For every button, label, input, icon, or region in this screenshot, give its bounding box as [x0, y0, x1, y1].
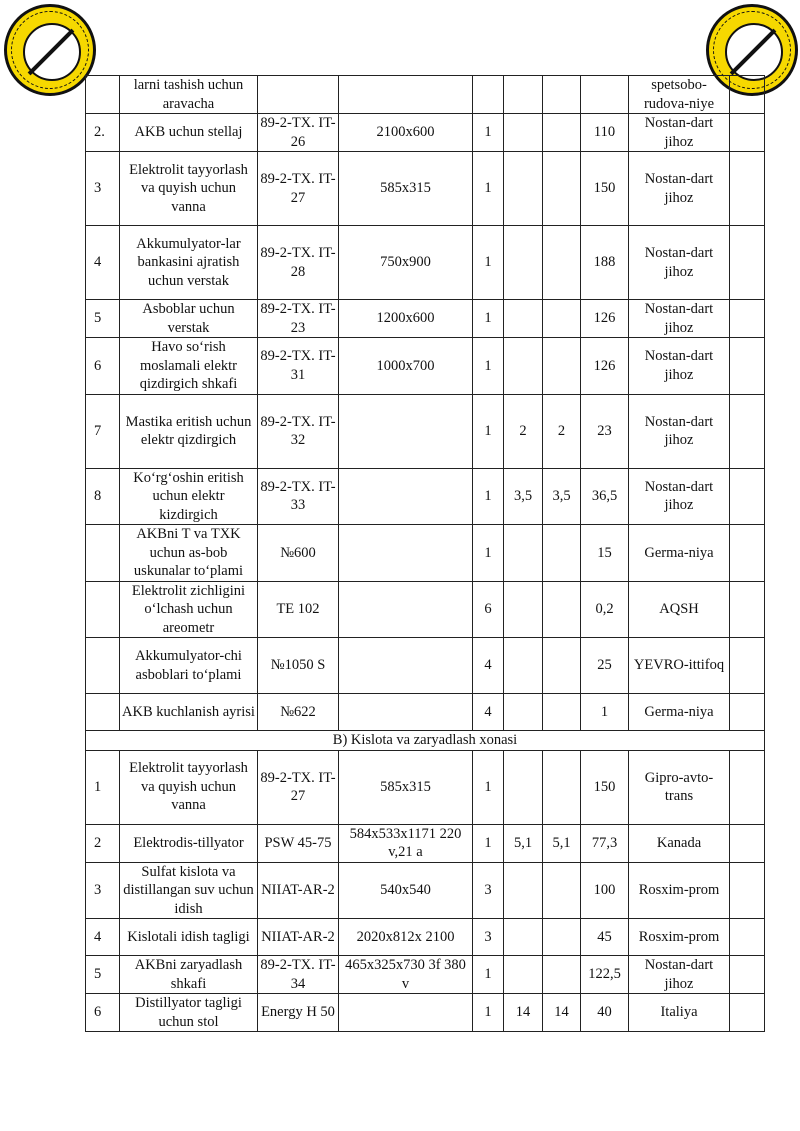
cell-no — [86, 694, 120, 731]
cell-p1 — [504, 525, 543, 582]
table-row — [86, 226, 765, 300]
cell-no — [86, 76, 120, 114]
cell-name: AKBni T va TXK uchun as-bob uskunalar to‘plami — [120, 525, 258, 582]
table-row — [86, 956, 765, 994]
cell-extra — [730, 468, 765, 525]
cell-qty: 3 — [473, 862, 504, 919]
cell-size — [339, 76, 473, 114]
cell-p1 — [504, 226, 543, 300]
table-body-section-a — [86, 76, 765, 731]
cell-p2 — [543, 338, 581, 395]
table-row — [86, 338, 765, 395]
cell-p2 — [543, 114, 581, 152]
table-row — [86, 581, 765, 638]
cell-qty: 6 — [473, 581, 504, 638]
cell-w: 15 — [581, 525, 629, 582]
cell-p1 — [504, 956, 543, 994]
cell-size: 585x315 — [339, 750, 473, 824]
cell-p2: 5,1 — [543, 824, 581, 862]
cell-w: 25 — [581, 638, 629, 694]
table-row — [86, 919, 765, 956]
cell-code: 89-2-TX. IT-34 — [258, 956, 339, 994]
cell-size: 1000x700 — [339, 338, 473, 395]
cell-code: 89-2-TX. IT-27 — [258, 750, 339, 824]
cell-no: 8 — [86, 468, 120, 525]
cell-no: 4 — [86, 226, 120, 300]
cell-extra — [730, 226, 765, 300]
cell-w: 126 — [581, 300, 629, 338]
cell-extra — [730, 994, 765, 1032]
cell-src: Nostan-dart jihoz — [629, 114, 730, 152]
cell-p2: 2 — [543, 394, 581, 468]
cell-w: 1 — [581, 694, 629, 731]
cell-name: Sulfat kislota va distillangan suv uchun idish — [120, 862, 258, 919]
cell-size: 585x315 — [339, 152, 473, 226]
cell-w: 0,2 — [581, 581, 629, 638]
cell-name: Elektrodis-tillyator — [120, 824, 258, 862]
equipment-table-container — [85, 75, 764, 1032]
cell-no: 6 — [86, 338, 120, 395]
cell-name: larni tashish uchun aravacha — [120, 76, 258, 114]
seal-logo-left — [4, 4, 96, 96]
cell-extra — [730, 114, 765, 152]
cell-no: 3 — [86, 152, 120, 226]
cell-no — [86, 638, 120, 694]
cell-p1 — [504, 300, 543, 338]
table-row — [86, 300, 765, 338]
cell-src: spetsobo-rudova-niye — [629, 76, 730, 114]
cell-p1 — [504, 581, 543, 638]
cell-src: Rosxim-prom — [629, 919, 730, 956]
cell-name: Asboblar uchun verstak — [120, 300, 258, 338]
table-row — [86, 525, 765, 582]
cell-extra — [730, 956, 765, 994]
cell-no: 1 — [86, 750, 120, 824]
cell-extra — [730, 394, 765, 468]
cell-extra — [730, 750, 765, 824]
cell-src: Italiya — [629, 994, 730, 1032]
cell-name: AKB kuchlanish ayrisi — [120, 694, 258, 731]
table-row — [86, 750, 765, 824]
cell-p2 — [543, 750, 581, 824]
cell-extra — [730, 338, 765, 395]
cell-p1: 3,5 — [504, 468, 543, 525]
cell-p1 — [504, 114, 543, 152]
cell-w: 188 — [581, 226, 629, 300]
cell-p2 — [543, 956, 581, 994]
table-row — [86, 468, 765, 525]
cell-w: 45 — [581, 919, 629, 956]
cell-w: 126 — [581, 338, 629, 395]
cell-no: 5 — [86, 300, 120, 338]
cell-p1 — [504, 919, 543, 956]
cell-p2 — [543, 300, 581, 338]
table-row — [86, 824, 765, 862]
table-row — [86, 394, 765, 468]
cell-src: Germa-niya — [629, 694, 730, 731]
cell-qty: 1 — [473, 956, 504, 994]
cell-extra — [730, 152, 765, 226]
cell-extra — [730, 824, 765, 862]
cell-name: AKBni zaryadlash shkafi — [120, 956, 258, 994]
cell-p1 — [504, 76, 543, 114]
cell-src: Nostan-dart jihoz — [629, 394, 730, 468]
cell-code: 89-2-TX. IT-27 — [258, 152, 339, 226]
cell-qty: 1 — [473, 750, 504, 824]
cell-src: AQSH — [629, 581, 730, 638]
table-row — [86, 694, 765, 731]
cell-size — [339, 994, 473, 1032]
cell-size — [339, 468, 473, 525]
cell-src: YEVRO-ittifoq — [629, 638, 730, 694]
cell-p1 — [504, 694, 543, 731]
cell-no — [86, 581, 120, 638]
cell-w: 122,5 — [581, 956, 629, 994]
cell-no: 6 — [86, 994, 120, 1032]
cell-qty: 1 — [473, 994, 504, 1032]
cell-src: Gipro-avto-trans — [629, 750, 730, 824]
table-row — [86, 76, 765, 114]
cell-extra — [730, 76, 765, 114]
cell-p1 — [504, 862, 543, 919]
cell-w: 150 — [581, 750, 629, 824]
cell-src: Nostan-dart jihoz — [629, 152, 730, 226]
cell-src: Nostan-dart jihoz — [629, 226, 730, 300]
cell-name: Distillyator tagligi uchun stol — [120, 994, 258, 1032]
cell-qty: 1 — [473, 394, 504, 468]
cell-code: №1050 S — [258, 638, 339, 694]
cell-extra — [730, 919, 765, 956]
cell-code: TE 102 — [258, 581, 339, 638]
cell-extra — [730, 694, 765, 731]
cell-p2 — [543, 581, 581, 638]
cell-code: 89-2-TX. IT-32 — [258, 394, 339, 468]
cell-size: 2020x812x 2100 — [339, 919, 473, 956]
cell-w: 23 — [581, 394, 629, 468]
cell-name: Ko‘rg‘oshin eritish uchun elektr kizdirgich — [120, 468, 258, 525]
cell-code — [258, 76, 339, 114]
cell-qty: 3 — [473, 919, 504, 956]
table-row — [86, 638, 765, 694]
cell-qty: 4 — [473, 694, 504, 731]
cell-no: 2. — [86, 114, 120, 152]
cell-p2 — [543, 226, 581, 300]
table-body-section-b-header — [86, 731, 765, 751]
cell-w: 100 — [581, 862, 629, 919]
cell-no — [86, 525, 120, 582]
cell-p2: 3,5 — [543, 468, 581, 525]
cell-code: 89-2-TX. IT-28 — [258, 226, 339, 300]
cell-qty: 1 — [473, 525, 504, 582]
cell-code: NIIAT-AR-2 — [258, 862, 339, 919]
cell-name: Havo so‘rish moslamali elektr qizdirgich shkafi — [120, 338, 258, 395]
table-body-section-b — [86, 750, 765, 1032]
cell-size — [339, 394, 473, 468]
cell-extra — [730, 300, 765, 338]
cell-no: 2 — [86, 824, 120, 862]
cell-no: 4 — [86, 919, 120, 956]
cell-name: Akkumulyator-chi asboblari to‘plami — [120, 638, 258, 694]
cell-code: NIIAT-AR-2 — [258, 919, 339, 956]
cell-size: 1200x600 — [339, 300, 473, 338]
cell-size — [339, 525, 473, 582]
cell-size — [339, 581, 473, 638]
cell-p2 — [543, 76, 581, 114]
cell-p2: 14 — [543, 994, 581, 1032]
cell-w — [581, 76, 629, 114]
section-b-title: B) Kislota va zaryadlash xonasi — [86, 731, 765, 751]
cell-code: PSW 45-75 — [258, 824, 339, 862]
cell-extra — [730, 862, 765, 919]
cell-p2 — [543, 919, 581, 956]
cell-w: 110 — [581, 114, 629, 152]
cell-code: 89-2-TX. IT-26 — [258, 114, 339, 152]
cell-p1: 2 — [504, 394, 543, 468]
cell-name: Elektrolit tayyorlash va quyish uchun vanna — [120, 750, 258, 824]
cell-size — [339, 694, 473, 731]
cell-qty: 1 — [473, 824, 504, 862]
cell-no: 7 — [86, 394, 120, 468]
table-row — [86, 152, 765, 226]
cell-qty: 1 — [473, 300, 504, 338]
cell-src: Nostan-dart jihoz — [629, 956, 730, 994]
cell-qty: 1 — [473, 468, 504, 525]
cell-qty — [473, 76, 504, 114]
cell-w: 77,3 — [581, 824, 629, 862]
cell-size: 2100x600 — [339, 114, 473, 152]
cell-size: 750x900 — [339, 226, 473, 300]
cell-p2 — [543, 694, 581, 731]
cell-p1 — [504, 638, 543, 694]
cell-no: 5 — [86, 956, 120, 994]
cell-p2 — [543, 638, 581, 694]
cell-size: 465x325x730 3f 380 v — [339, 956, 473, 994]
cell-p2 — [543, 862, 581, 919]
cell-code: 89-2-TX. IT-33 — [258, 468, 339, 525]
cell-qty: 1 — [473, 226, 504, 300]
cell-code: Energy H 50 — [258, 994, 339, 1032]
cell-code: №600 — [258, 525, 339, 582]
equipment-table — [85, 75, 765, 1032]
cell-p1 — [504, 152, 543, 226]
cell-name: Kislotali idish tagligi — [120, 919, 258, 956]
cell-code: 89-2-TX. IT-23 — [258, 300, 339, 338]
cell-qty: 1 — [473, 338, 504, 395]
table-row — [86, 114, 765, 152]
cell-size — [339, 638, 473, 694]
cell-src: Nostan-dart jihoz — [629, 468, 730, 525]
cell-qty: 1 — [473, 152, 504, 226]
cell-src: Kanada — [629, 824, 730, 862]
cell-name: Akkumulyator-lar bankasini ajratish uchun verstak — [120, 226, 258, 300]
cell-src: Rosxim-prom — [629, 862, 730, 919]
table-row — [86, 862, 765, 919]
cell-size: 540x540 — [339, 862, 473, 919]
cell-size: 584x533x1171 220 v,21 a — [339, 824, 473, 862]
cell-w: 40 — [581, 994, 629, 1032]
cell-extra — [730, 638, 765, 694]
cell-name: Elektrolit zichligini o‘lchash uchun areometr — [120, 581, 258, 638]
cell-p1 — [504, 338, 543, 395]
table-row — [86, 994, 765, 1032]
cell-src: Germa-niya — [629, 525, 730, 582]
cell-code: 89-2-TX. IT-31 — [258, 338, 339, 395]
cell-p1 — [504, 750, 543, 824]
cell-name: Elektrolit tayyorlash va quyish uchun vanna — [120, 152, 258, 226]
cell-no: 3 — [86, 862, 120, 919]
cell-w: 36,5 — [581, 468, 629, 525]
cell-src: Nostan-dart jihoz — [629, 338, 730, 395]
cell-w: 150 — [581, 152, 629, 226]
cell-qty: 1 — [473, 114, 504, 152]
cell-p1: 14 — [504, 994, 543, 1032]
cell-p2 — [543, 152, 581, 226]
cell-qty: 4 — [473, 638, 504, 694]
cell-extra — [730, 581, 765, 638]
cell-p2 — [543, 525, 581, 582]
cell-extra — [730, 525, 765, 582]
cell-src: Nostan-dart jihoz — [629, 300, 730, 338]
cell-p1: 5,1 — [504, 824, 543, 862]
cell-name: Mastika eritish uchun elektr qizdirgich — [120, 394, 258, 468]
cell-name: AKB uchun stellaj — [120, 114, 258, 152]
cell-code: №622 — [258, 694, 339, 731]
